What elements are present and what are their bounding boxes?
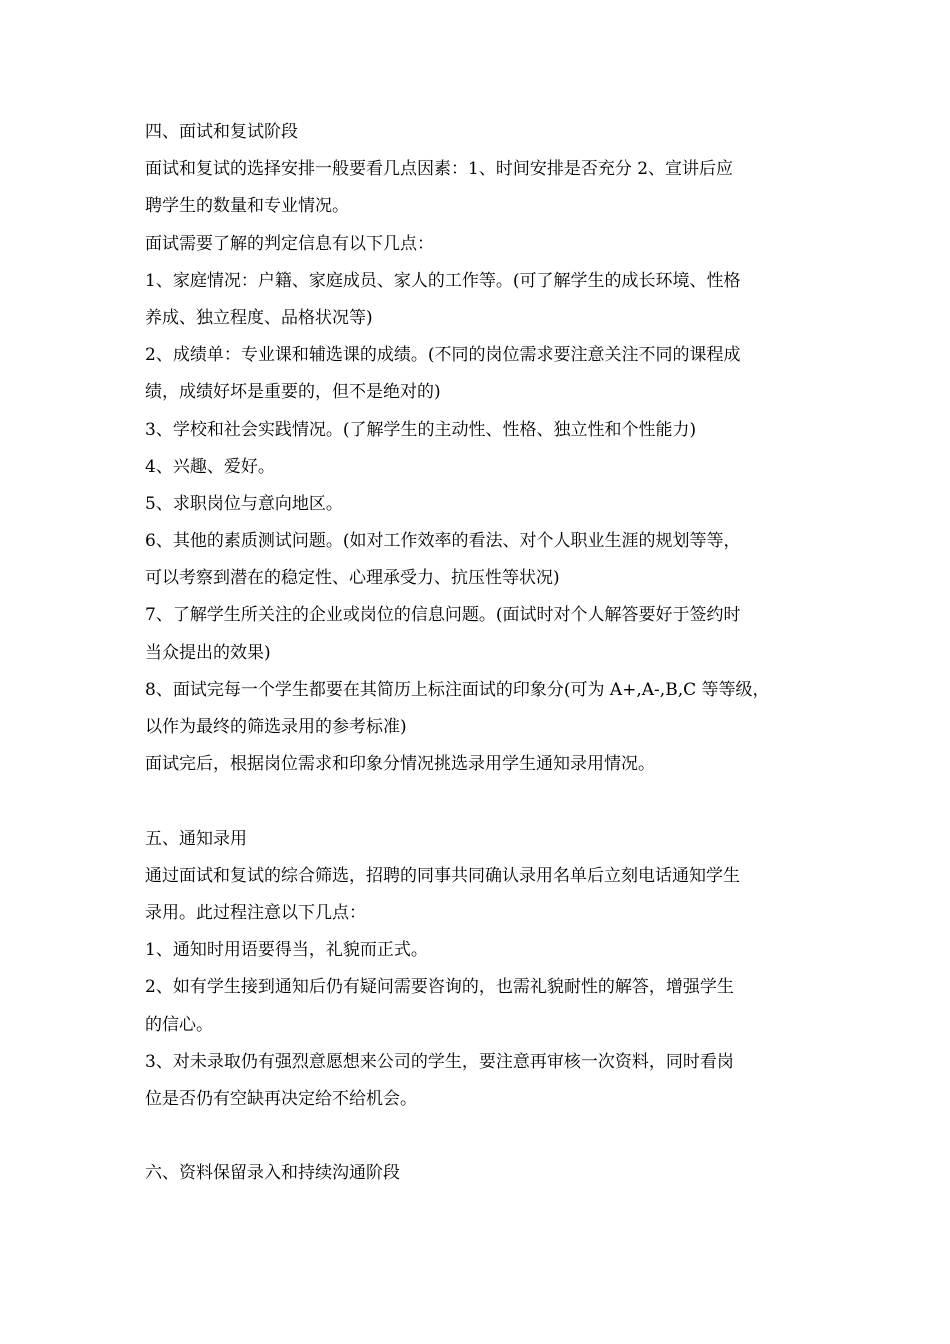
section-spacer	[145, 1118, 813, 1155]
list-item-line: 当众提出的效果)	[145, 642, 271, 663]
list-item-line: 1、通知时用语要得当，礼貌而正式。	[145, 940, 428, 961]
document-page	[145, 114, 813, 1192]
list-item-line: 绩，成绩好坏是重要的，但不是绝对的)	[145, 382, 441, 403]
list-item-line: 以作为最终的筛选录用的参考标准)	[145, 717, 407, 737]
section-6-heading: 六、资料保留录入和持续沟通阶段	[145, 1163, 400, 1184]
list-item-line: 可以考察到潜在的稳定性、心理承受力、抗压性等状况)	[145, 568, 560, 589]
list-item-line: 的信心。	[145, 1014, 213, 1035]
list-item-line: 2、如有学生接到通知后仍有疑问需要咨询的，也需礼貌耐性的解答，增强学生	[145, 977, 734, 998]
list-item-line: 4、兴趣、爱好。	[145, 456, 275, 477]
list-item-line: 6、其他的素质测试问题。(如对工作效率的看法、对个人职业生涯的规划等等，	[145, 531, 741, 552]
section-4-heading: 四、面试和复试阶段	[145, 122, 298, 142]
paragraph-line: 面试完后，根据岗位需求和印象分情况挑选录用学生通知录用情况。	[145, 754, 655, 775]
list-item-line: 3、学校和社会实践情况。(了解学生的主动性、性格、独立性和个性能力)	[145, 419, 697, 440]
list-item-line: 1、家庭情况：户籍、家庭成员、家人的工作等。(可了解学生的成长环境、性格	[145, 270, 741, 291]
list-item-line: 2、成绩单：专业课和辅选课的成绩。(不同的岗位需求要注意关注不同的课程成	[145, 345, 741, 366]
section-5-heading: 五、通知录用	[145, 828, 247, 849]
paragraph-line: 聘学生的数量和专业情况。	[145, 196, 349, 217]
list-item-line: 5、求职岗位与意向地区。	[145, 493, 343, 514]
paragraph-line: 面试和复试的选择安排一般要看几点因素：1、时间安排是否充分 2、宣讲后应	[145, 159, 734, 180]
list-item-line: 7、了解学生所关注的企业或岗位的信息问题。(面试时对个人解答要好于签约时	[145, 605, 741, 626]
list-item-line: 8、面试完每一个学生都要在其简历上标注面试的印象分(可为 A+,A-,B,C 等等级，	[145, 679, 770, 700]
section-spacer	[145, 783, 813, 820]
paragraph-line: 面试需要了解的判定信息有以下几点：	[145, 233, 434, 254]
list-item-line: 养成、独立程度、品格状况等)	[145, 307, 373, 328]
paragraph-line: 录用。此过程注意以下几点：	[145, 902, 366, 923]
list-item-line: 位是否仍有空缺再决定给不给机会。	[145, 1088, 417, 1109]
list-item-line: 3、对未录取仍有强烈意愿想来公司的学生，要注意再审核一次资料，同时看岗	[145, 1051, 734, 1072]
paragraph-line: 通过面试和复试的综合筛选，招聘的同事共同确认录用名单后立刻电话通知学生	[145, 865, 740, 886]
